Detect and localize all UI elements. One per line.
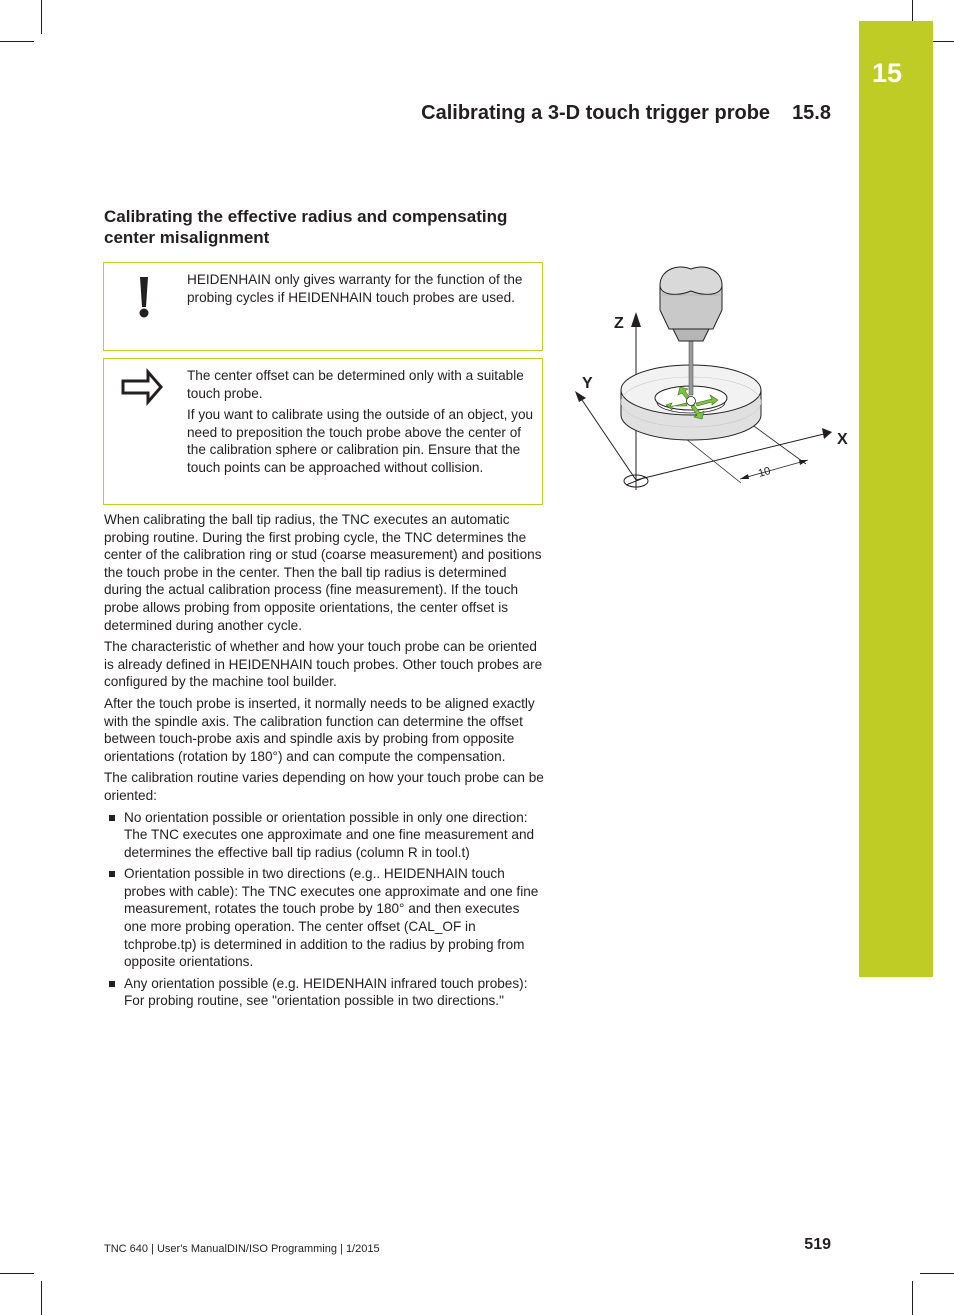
page-number: 519 [804, 1236, 831, 1253]
crop-mark [41, 0, 42, 34]
warning-note [103, 262, 543, 351]
axis-label-z: Z [614, 315, 624, 332]
axis-label-y: Y [582, 375, 593, 392]
dimension-label: 10 [756, 465, 773, 480]
list-item-text: Orientation possible in two directions (e.g.. HEIDENHAIN touch probes with cable): The TNC executes one approximate and one fine measurement, rotates the touch probe by 180° and then executes one more probing operation. The center offset (CAL_OF in tchprobe.tp) is determined in addition to the radius by probing from opposite orientations. [124, 866, 539, 970]
bullet-icon [109, 815, 115, 821]
list-item-text: No orientation possible or orientation possible in only one direction: The TNC executes one approximate and one fine measurement and determines the effective ball tip radius (column R in tool.t) [124, 809, 535, 860]
body-text [104, 511, 544, 1014]
running-head [421, 102, 831, 125]
info-paragraph: The center offset can be determined only with a suitable touch probe. [187, 368, 524, 401]
bullet-icon [109, 871, 115, 877]
axis-label-x: X [837, 431, 848, 448]
body-paragraph: The characteristic of whether and how your touch probe can be oriented is already defined in HEIDENHAIN touch probes. Other touch probes are configured by the machine tool builder. [104, 639, 543, 690]
exclamation-icon [104, 263, 186, 350]
section-number: 15.8 [792, 102, 831, 124]
footer-text: TNC 640 | User's ManualDIN/ISO Programming | 1/2015 [104, 1243, 380, 1255]
chapter-tab [859, 21, 933, 977]
crop-mark [0, 1273, 34, 1274]
crop-mark [41, 1281, 42, 1315]
list-item [104, 975, 544, 1010]
bullet-icon [109, 981, 115, 987]
orientation-list [104, 809, 544, 1011]
info-paragraph: If you want to calibrate using the outside of an object, you need to preposition the touch probe above the center of the calibration sphere or calibration pin. Ensure that the touch points can be approached without collision. [187, 407, 534, 475]
info-text [187, 367, 535, 481]
body-paragraph: When calibrating the ball tip radius, the TNC executes an automatic probing routine. During the first probing cycle, the TNC determines the center of the calibration ring or stud (coarse measurement) and positions the touch probe in the center. Then the ball tip radius is determined during the actual calibration process (fine measurement). If the touch probe allows probing from opposite orientations, the center offset is determined during another cycle. [104, 512, 542, 633]
running-title: Calibrating a 3-D touch trigger probe [421, 102, 771, 124]
body-paragraph: The calibration routine varies depending on how your touch probe can be oriented: [104, 770, 544, 803]
body-paragraph: After the touch probe is inserted, it normally needs to be aligned exactly with the spindle axis. The calibration function can determine the offset between touch-probe axis and spindle axis by probing from opposite orientations (rotation by 180°) and can compute the compensation. [104, 695, 535, 764]
info-note [103, 358, 543, 505]
list-item [104, 865, 544, 971]
section-heading: Calibrating the effective radius and compensating center misalignment [104, 207, 508, 247]
crop-mark [920, 1273, 954, 1274]
calibration-ring-figure [566, 255, 856, 505]
crop-mark [0, 41, 34, 42]
arrow-right-icon [104, 359, 186, 504]
list-item-text: Any orientation possible (e.g. HEIDENHAIN infrared touch probes): For probing routine, see "orientation possible in two directions." [124, 975, 528, 1009]
crop-mark [912, 1281, 913, 1315]
list-item [104, 809, 544, 862]
warning-text: HEIDENHAIN only gives warranty for the function of the probing cycles if HEIDENHAIN touch probes are used. [187, 272, 523, 305]
chapter-number: 15 [872, 58, 903, 88]
